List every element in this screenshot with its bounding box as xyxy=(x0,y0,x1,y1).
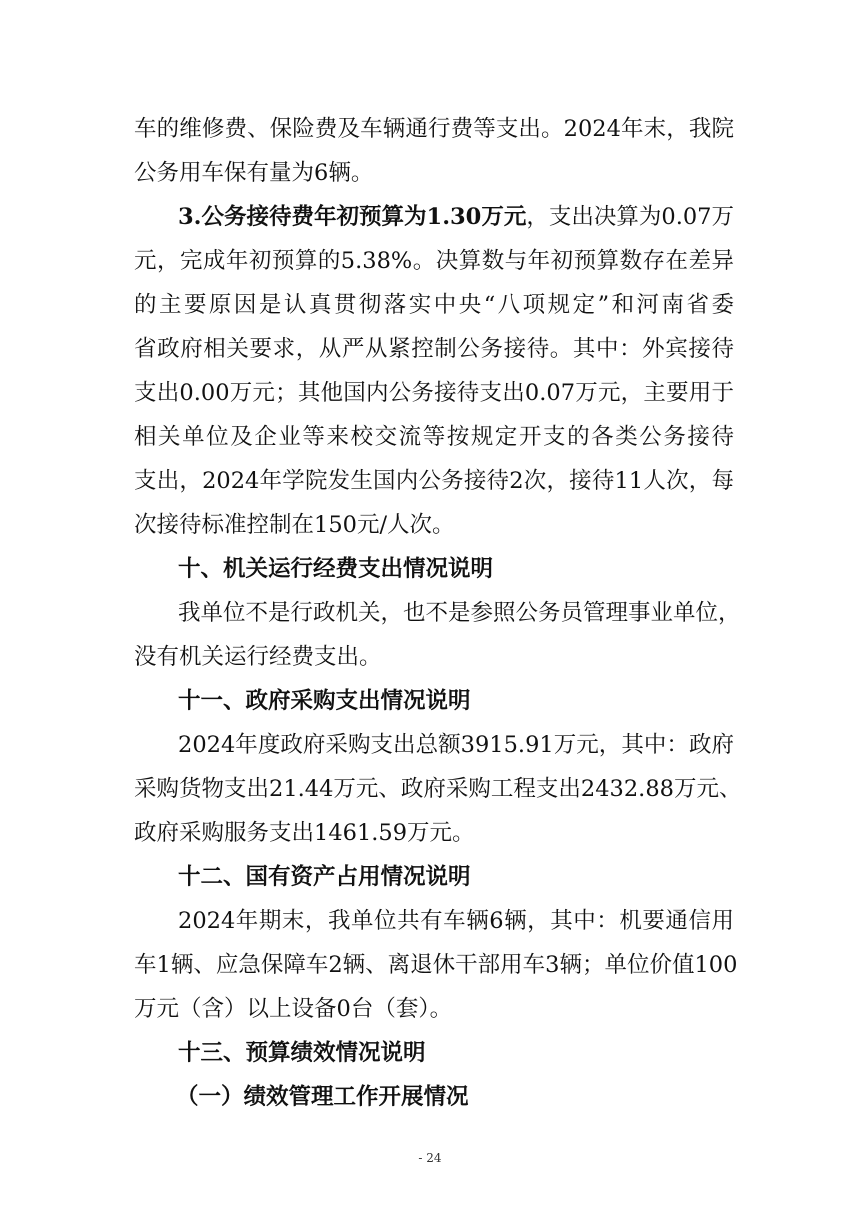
reception-lead-rest: ，支出决算为0.07万 xyxy=(526,204,734,230)
reception-paragraph-line-4: 省政府相关要求，从严从紧控制公务接待。其中：外宾接待 xyxy=(134,336,734,362)
reception-paragraph-line-5: 支出0.00万元；其他国内公务接待支出0.07万元，主要用于 xyxy=(134,380,734,406)
section-11-line-1: 2024年度政府采购支出总额3915.91万元，其中：政府 xyxy=(178,732,734,758)
reception-paragraph-line-8: 次接待标准控制在150元/人次。 xyxy=(134,512,455,538)
section-11-heading: 十一、政府采购支出情况说明 xyxy=(178,688,471,714)
reception-paragraph-line-1 xyxy=(178,202,734,232)
reception-paragraph-line-7: 支出，2024年学院发生国内公务接待2次，接待11人次，每 xyxy=(134,468,734,494)
reception-paragraph-line-3: 的主要原因是认真贯彻落实中央“八项规定”和河南省委 xyxy=(134,292,734,318)
section-12-line-1: 2024年期末，我单位共有车辆6辆，其中：机要通信用 xyxy=(178,908,734,934)
reception-paragraph-line-2: 元，完成年初预算的5.38%。决算数与年初预算数存在差异 xyxy=(134,248,734,274)
vehicle-paragraph-line-1: 车的维修费、保险费及车辆通行费等支出。2024年末，我院 xyxy=(134,116,734,142)
section-12-line-3: 万元（含）以上设备0台（套）。 xyxy=(134,996,453,1022)
section-10-line-2: 没有机关运行经费支出。 xyxy=(134,644,382,670)
section-13-subheading: （一）绩效管理工作开展情况 xyxy=(176,1084,469,1110)
vehicle-paragraph-line-2: 公务用车保有量为6辆。 xyxy=(134,160,374,186)
section-10-heading: 十、机关运行经费支出情况说明 xyxy=(178,556,494,582)
reception-budget-lead: 3.公务接待费年初预算为1.30万元 xyxy=(178,204,527,230)
section-11-line-2: 采购货物支出21.44万元、政府采购工程支出2432.88万元、 xyxy=(134,776,742,802)
section-13-heading: 十三、预算绩效情况说明 xyxy=(178,1040,426,1066)
page-number: - 24 xyxy=(418,1151,442,1165)
section-10-line-1: 我单位不是行政机关，也不是参照公务员管理事业单位， xyxy=(178,600,741,626)
section-11-line-3: 政府采购服务支出1461.59万元。 xyxy=(134,820,475,846)
section-12-line-2: 车1辆、应急保障车2辆、离退休干部用车3辆；单位价值100 xyxy=(134,952,738,978)
reception-paragraph-line-6: 相关单位及企业等来校交流等按规定开支的各类公务接待 xyxy=(134,424,734,450)
section-12-heading: 十二、国有资产占用情况说明 xyxy=(178,864,471,890)
